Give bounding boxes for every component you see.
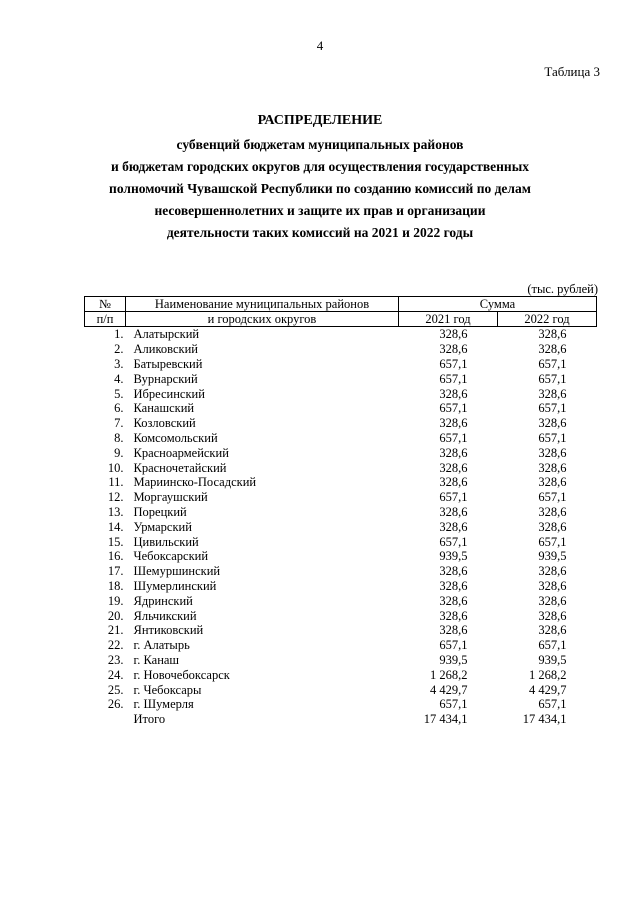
table-row xyxy=(85,505,597,520)
row-name: Мариинско-Посадский xyxy=(133,475,257,490)
table-row xyxy=(85,638,597,653)
table-row xyxy=(85,445,597,460)
row-value-2022: 657,1 xyxy=(538,356,567,371)
table-row xyxy=(85,371,597,386)
row-name: Канашский xyxy=(133,401,195,416)
table-row xyxy=(85,401,597,416)
row-number: 1. xyxy=(114,327,124,342)
row-name: г. Канаш xyxy=(133,652,180,667)
table-row xyxy=(85,327,597,342)
row-number: 26. xyxy=(107,697,124,712)
row-name: Чебоксарский xyxy=(133,549,209,564)
row-name: Янтиковский xyxy=(133,623,204,638)
row-name: Красночетайский xyxy=(133,460,227,475)
row-number: 25. xyxy=(107,682,124,697)
row-value-2021: 328,6 xyxy=(439,342,468,357)
table-header-row xyxy=(85,312,597,327)
row-name: г. Чебоксары xyxy=(133,682,202,697)
header-name: Наименование муниципальных районов xyxy=(126,297,399,312)
table-row xyxy=(85,579,597,594)
row-number: 10. xyxy=(107,460,124,475)
row-number: 14. xyxy=(107,519,124,534)
heading-line: полномочий Чувашской Республики по созданию комиссий по делам xyxy=(109,181,531,196)
row-number: 11. xyxy=(108,475,124,490)
document-heading xyxy=(60,110,580,244)
row-value-2021: 657,1 xyxy=(439,697,468,712)
row-value-2022: 328,6 xyxy=(538,593,567,608)
row-name: Аликовский xyxy=(133,342,198,357)
row-number: 20. xyxy=(107,608,124,623)
row-name: Цивильский xyxy=(133,534,199,549)
total-number xyxy=(85,712,126,727)
row-value-2021: 939,5 xyxy=(439,549,468,564)
row-value-2022: 328,6 xyxy=(538,564,567,579)
row-name: Шумерлинский xyxy=(133,578,217,593)
row-number: 4. xyxy=(114,371,124,386)
row-value-2022: 328,6 xyxy=(538,460,567,475)
row-value-2021: 328,6 xyxy=(439,564,468,579)
table-row xyxy=(85,357,597,372)
row-number: 6. xyxy=(114,401,124,416)
row-value-2021: 939,5 xyxy=(439,652,468,667)
row-value-2022: 328,6 xyxy=(538,445,567,460)
header-2022: 2022 год xyxy=(498,312,597,327)
row-value-2022: 328,6 xyxy=(538,386,567,401)
heading-line: субвенций бюджетам муниципальных районов xyxy=(176,137,464,152)
row-name: г. Алатырь xyxy=(133,638,190,653)
heading-line: и бюджетам городских округов для осуществления государственных xyxy=(111,159,529,174)
subvention-table xyxy=(84,296,597,727)
row-name: г. Шумерля xyxy=(133,697,194,712)
table-row xyxy=(85,653,597,668)
row-name: Козловский xyxy=(133,416,196,431)
row-value-2022: 328,6 xyxy=(538,578,567,593)
row-value-2022: 657,1 xyxy=(538,697,567,712)
table-row xyxy=(85,593,597,608)
heading-line: деятельности таких комиссий на 2021 и 2022 годы xyxy=(166,225,474,240)
row-value-2021: 328,6 xyxy=(439,460,468,475)
row-name: Моргаушский xyxy=(133,490,208,505)
row-number: 12. xyxy=(107,490,124,505)
header-2021: 2021 год xyxy=(399,312,498,327)
header-num: № xyxy=(85,297,126,312)
row-name: г. Новочебоксарск xyxy=(133,667,230,682)
table-row xyxy=(85,549,597,564)
row-name: Вурнарский xyxy=(133,371,198,386)
table-row xyxy=(85,386,597,401)
total-2021: 17 434,1 xyxy=(423,712,468,727)
row-value-2021: 4 429,7 xyxy=(430,682,468,697)
row-number: 8. xyxy=(114,430,124,445)
row-value-2022: 328,6 xyxy=(538,342,567,357)
row-name: Красноармейский xyxy=(133,445,229,460)
row-value-2022: 328,6 xyxy=(538,416,567,431)
table-row xyxy=(85,623,597,638)
header-num-sub: п/п xyxy=(85,312,126,327)
row-value-2022: 328,6 xyxy=(538,327,567,342)
row-value-2021: 657,1 xyxy=(439,490,468,505)
row-name: Урмарский xyxy=(133,519,192,534)
row-value-2021: 657,1 xyxy=(439,401,468,416)
row-number: 16. xyxy=(107,549,124,564)
row-value-2022: 657,1 xyxy=(538,371,567,386)
row-number: 22. xyxy=(107,638,124,653)
row-name: Батыревский xyxy=(133,356,203,371)
table-row xyxy=(85,342,597,357)
row-number: 23. xyxy=(107,652,124,667)
heading-line: несовершеннолетних и защите их прав и организации xyxy=(154,203,486,218)
row-value-2022: 657,1 xyxy=(538,490,567,505)
row-value-2022: 657,1 xyxy=(538,638,567,653)
row-number: 21. xyxy=(107,623,124,638)
row-value-2021: 657,1 xyxy=(439,430,468,445)
row-value-2021: 328,6 xyxy=(439,416,468,431)
row-name: Порецкий xyxy=(133,504,187,519)
table-row xyxy=(85,475,597,490)
table-row xyxy=(85,416,597,431)
heading-title: РАСПРЕДЕЛЕНИЕ xyxy=(257,113,383,128)
row-value-2021: 1 268,2 xyxy=(430,667,468,682)
table-header-row xyxy=(85,297,597,312)
row-value-2022: 328,6 xyxy=(538,623,567,638)
row-number: 9. xyxy=(114,445,124,460)
row-number: 18. xyxy=(107,578,124,593)
row-value-2021: 657,1 xyxy=(439,371,468,386)
row-value-2021: 328,6 xyxy=(439,386,468,401)
row-number: 17. xyxy=(107,564,124,579)
row-name: Шемуршинский xyxy=(133,564,221,579)
row-value-2022: 939,5 xyxy=(538,549,567,564)
row-name: Яльчикский xyxy=(133,608,197,623)
row-value-2021: 328,6 xyxy=(439,475,468,490)
table-row xyxy=(85,564,597,579)
row-number: 2. xyxy=(114,342,124,357)
table-body xyxy=(85,327,597,727)
row-value-2022: 4 429,7 xyxy=(529,682,567,697)
header-name-sub: и городских округов xyxy=(126,312,399,327)
row-value-2022: 328,6 xyxy=(538,608,567,623)
table-row xyxy=(85,519,597,534)
table-row xyxy=(85,682,597,697)
row-number: 15. xyxy=(107,534,124,549)
row-name: Алатырский xyxy=(133,327,200,342)
row-name: Комсомольский xyxy=(133,430,218,445)
row-name: Ибресинский xyxy=(133,386,205,401)
total-row xyxy=(85,712,597,727)
row-number: 13. xyxy=(107,504,124,519)
row-number: 7. xyxy=(114,416,124,431)
row-value-2021: 328,6 xyxy=(439,445,468,460)
table-row xyxy=(85,490,597,505)
row-number: 3. xyxy=(114,356,124,371)
table-label: Таблица 3 xyxy=(544,64,600,79)
row-value-2021: 657,1 xyxy=(439,638,468,653)
row-value-2021: 328,6 xyxy=(439,519,468,534)
row-value-2021: 328,6 xyxy=(439,578,468,593)
header-sum: Сумма xyxy=(399,297,597,312)
row-value-2022: 657,1 xyxy=(538,534,567,549)
row-number: 24. xyxy=(107,667,124,682)
row-value-2021: 328,6 xyxy=(439,593,468,608)
row-value-2021: 328,6 xyxy=(439,327,468,342)
table-row xyxy=(85,697,597,712)
row-value-2022: 657,1 xyxy=(538,401,567,416)
total-2022: 17 434,1 xyxy=(522,712,567,727)
table-row xyxy=(85,608,597,623)
row-value-2022: 657,1 xyxy=(538,430,567,445)
table-row xyxy=(85,667,597,682)
row-value-2022: 328,6 xyxy=(538,504,567,519)
row-number: 5. xyxy=(114,386,124,401)
row-value-2022: 328,6 xyxy=(538,519,567,534)
row-value-2022: 328,6 xyxy=(538,475,567,490)
row-value-2021: 328,6 xyxy=(439,504,468,519)
table-row xyxy=(85,460,597,475)
table-row xyxy=(85,431,597,446)
unit-note: (тыс. рублей) xyxy=(527,282,598,296)
row-value-2021: 657,1 xyxy=(439,356,468,371)
table-row xyxy=(85,534,597,549)
total-label: Итого xyxy=(133,712,166,727)
page-number: 4 xyxy=(316,38,324,53)
row-name: Ядринский xyxy=(133,593,193,608)
row-value-2021: 328,6 xyxy=(439,623,468,638)
row-value-2022: 939,5 xyxy=(538,652,567,667)
row-value-2022: 1 268,2 xyxy=(529,667,567,682)
row-number: 19. xyxy=(107,593,124,608)
row-value-2021: 657,1 xyxy=(439,534,468,549)
row-value-2021: 328,6 xyxy=(439,608,468,623)
